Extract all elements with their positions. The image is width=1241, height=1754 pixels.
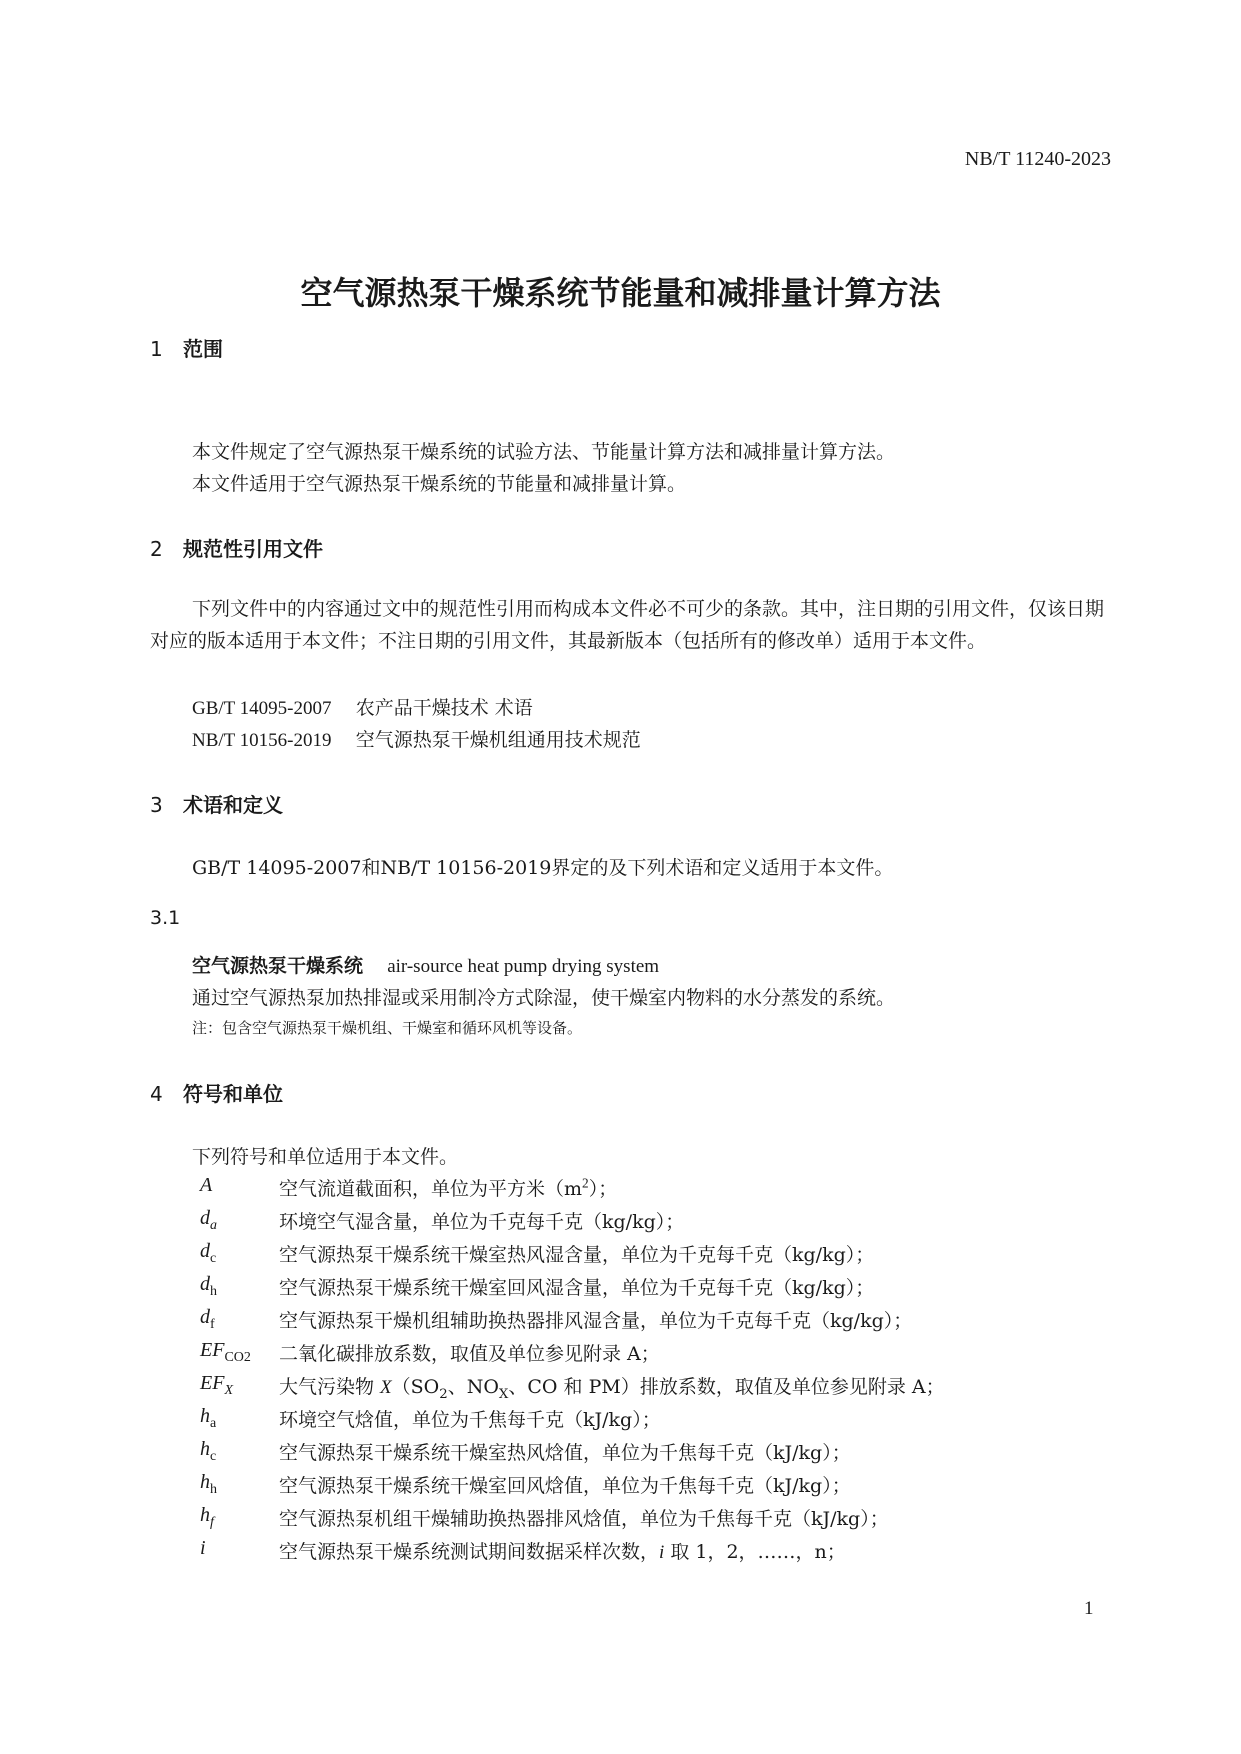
section-3-intro: GB/T 14095-2007和NB/T 10156-2019界定的及下列术语和定义适用于本文件。 xyxy=(192,857,894,879)
reference-item xyxy=(192,725,641,752)
symbol: $d_h$ xyxy=(200,1273,217,1299)
reference-code: GB/T 14095-2007 xyxy=(192,698,332,719)
symbol-definition: 空气源热泵机组干燥辅助换热器排风焓值，单位为千焦每千克（kJ/kg）； xyxy=(279,1508,889,1530)
section-2-intro-paragraph: 下列文件中的内容通过文中的规范性引用而构成本文件必不可少的条款。其中，注日期的引用文件，仅该日期对应的版本适用于本文件；不注日期的引用文件，其最新版本（包括所有的修改单）适用于本文件。 xyxy=(150,598,1105,652)
symbol-definition: 环境空气焓值，单位为千焦每千克（kJ/kg）； xyxy=(279,1409,661,1431)
section-number: 4 xyxy=(150,1082,163,1106)
section-1-paragraph-1: 本文件规定了空气源热泵干燥系统的试验方法、节能量计算方法和减排量计算方法。 xyxy=(192,441,896,463)
clause-3-1-number: 3.1 xyxy=(150,907,181,929)
section-2-heading xyxy=(150,533,323,562)
section-4-heading xyxy=(150,1078,283,1107)
reference-item xyxy=(192,693,533,720)
term-entry xyxy=(192,951,659,978)
standard-code: NB/T 11240-2023 xyxy=(964,148,1111,170)
symbol-definition: 空气源热泵干燥系统干燥室回风湿含量，单位为千克每千克（kg/kg）； xyxy=(279,1277,875,1299)
symbol: i xyxy=(200,1537,206,1559)
section-number: 2 xyxy=(150,537,163,561)
section-1-paragraph-2: 本文件适用于空气源热泵干燥系统的节能量和减排量计算。 xyxy=(192,473,687,495)
document-title: 空气源热泵干燥系统节能量和减排量计算方法 xyxy=(300,274,941,312)
symbol-definition: 空气流道截面积，单位为平方米$(m^2)$； xyxy=(279,1175,618,1200)
symbol: $h_f$ xyxy=(200,1504,214,1530)
section-3-heading xyxy=(150,789,283,818)
reference-code: NB/T 10156-2019 xyxy=(192,730,332,751)
section-number: 1 xyxy=(150,337,163,361)
symbol: $d_f$ xyxy=(200,1306,215,1332)
term-chinese: 空气源热泵干燥系统 xyxy=(192,955,364,977)
term-definition: 通过空气源热泵加热排湿或采用制冷方式除湿，使干燥室内物料的水分蒸发的系统。 xyxy=(192,987,896,1009)
reference-name: 农产品干燥技术 术语 xyxy=(355,697,533,719)
section-title: 范围 xyxy=(183,337,223,361)
page-number: 1 xyxy=(1084,1598,1094,1619)
section-4-intro: 下列符号和单位适用于本文件。 xyxy=(192,1146,459,1168)
symbol-definition: 大气污染物 $X(SO_2$、$NO_X$、CO 和 PM）排放系数，取值及单位参见附录 A； xyxy=(279,1376,945,1402)
symbol: $d_a$ xyxy=(200,1207,217,1233)
symbol-definition: 空气源热泵干燥系统干燥室热风湿含量，单位为千克每千克（kg/kg）； xyxy=(279,1244,875,1266)
symbol-definition: 空气源热泵干燥系统干燥室热风焓值，单位为千焦每千克（kJ/kg）； xyxy=(279,1442,851,1464)
symbol: $EF_{CO2}$ xyxy=(200,1339,251,1365)
symbol: A xyxy=(200,1174,213,1196)
reference-name: 空气源热泵干燥机组通用技术规范 xyxy=(355,729,641,751)
symbol: $h_h$ xyxy=(200,1471,217,1497)
symbol: $EF_X$ xyxy=(200,1372,233,1398)
symbol: $d_c$ xyxy=(200,1240,217,1266)
section-title: 规范性引用文件 xyxy=(183,537,323,561)
symbol-definition: 环境空气湿含量，单位为千克每千克（kg/kg）； xyxy=(279,1211,685,1233)
term-note: 注：包含空气源热泵干燥机组、干燥室和循环风机等设备。 xyxy=(192,1019,583,1037)
symbol: $h_c$ xyxy=(200,1438,217,1464)
term-english: air-source heat pump drying system xyxy=(387,956,660,977)
symbol-definition: 空气源热泵干燥系统干燥室回风焓值，单位为千焦每千克（kJ/kg）； xyxy=(279,1475,851,1497)
section-1-heading xyxy=(150,333,223,362)
section-title: 符号和单位 xyxy=(183,1082,283,1106)
symbol-definition: 空气源热泵干燥系统测试期间数据采样次数，i 取 1，2，……，n； xyxy=(279,1541,846,1563)
section-number: 3 xyxy=(150,793,163,817)
symbol-definition: 二氧化碳排放系数，取值及单位参见附录 A； xyxy=(279,1343,660,1365)
section-title: 术语和定义 xyxy=(183,793,283,817)
symbol-definition: 空气源热泵干燥机组辅助换热器排风湿含量，单位为千克每千克（kg/kg）； xyxy=(279,1310,913,1332)
symbol: $h_a$ xyxy=(200,1405,217,1431)
